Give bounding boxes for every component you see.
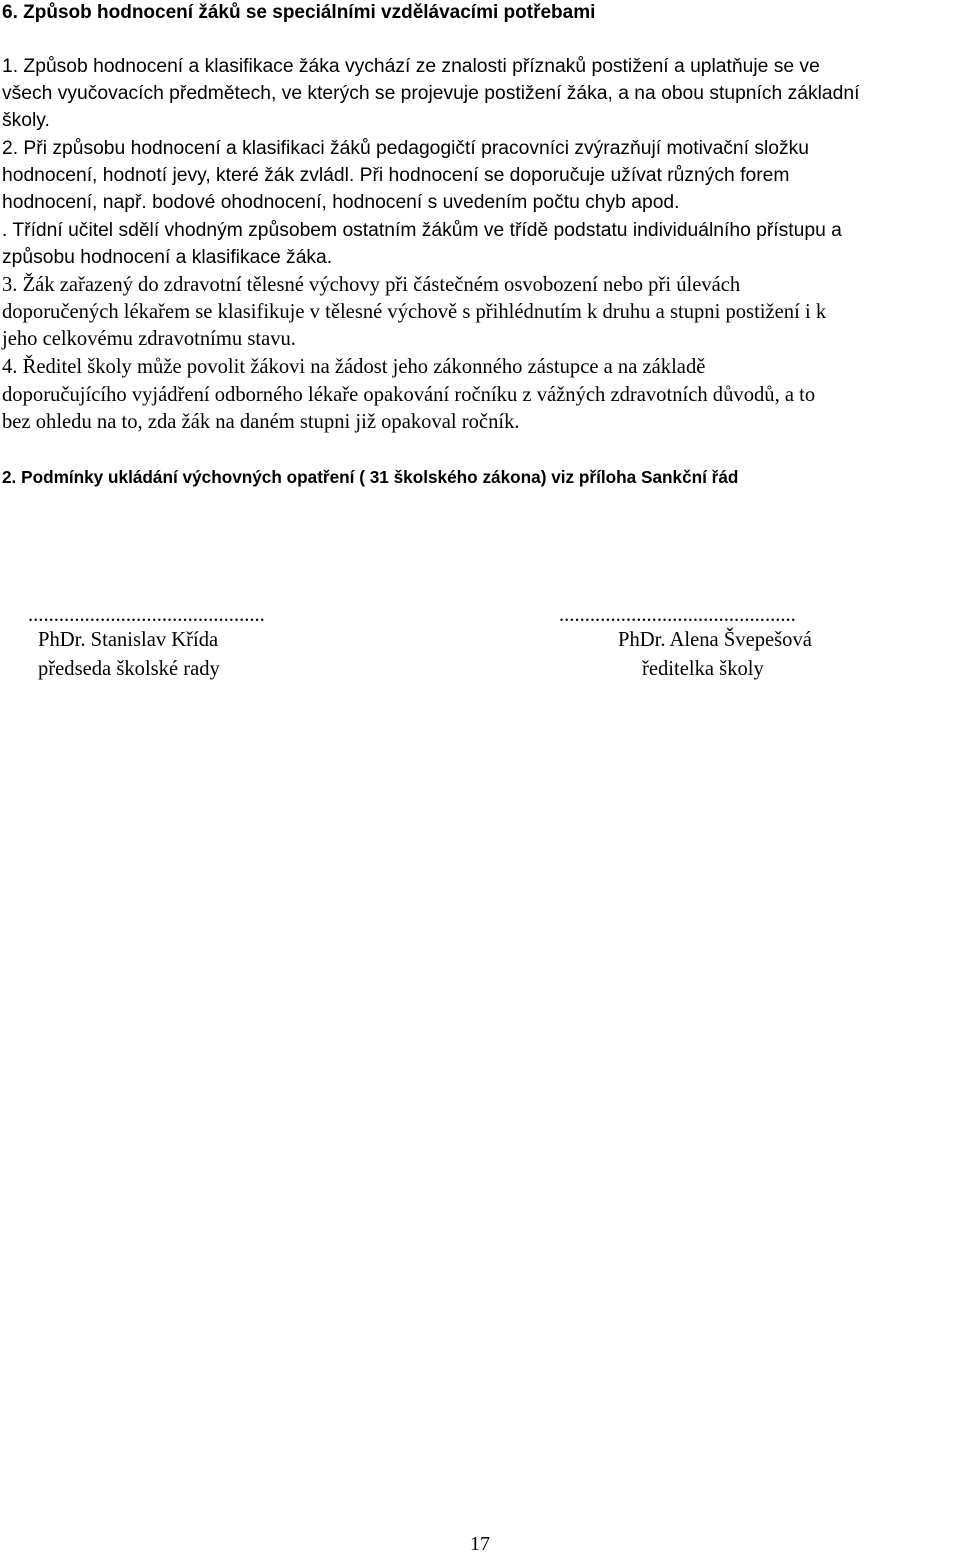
paragraph-line: 4. Ředitel školy může povolit žákovi na žádost jeho zákonného zástupce a na základě	[2, 356, 706, 378]
paragraph-line: . Třídní učitel sdělí vhodným způsobem ostatním žákům ve třídě podstatu individuálního přístupu a	[2, 220, 842, 241]
section-subheading: 2. Podmínky ukládání výchovných opatření ( 31 školského zákona) viz příloha Sankční řád	[2, 467, 739, 487]
paragraph-line: 1. Způsob hodnocení a klasifikace žáka vychází ze znalosti příznaků postižení a uplatňuje se ve	[2, 56, 820, 77]
signature-name-right: PhDr. Alena Švepešová	[618, 629, 812, 651]
paragraph-line: způsobu hodnocení a klasifikace žáka.	[2, 247, 333, 268]
signature-line-left: ..............................................	[28, 604, 265, 626]
signature-role-left: předseda školské rady	[38, 658, 220, 680]
paragraph-line: školy.	[2, 110, 50, 131]
signature-role-right: ředitelka školy	[642, 658, 764, 680]
paragraph-line: hodnocení, hodnotí jevy, které žák zvládl. Při hodnocení se doporučuje užívat různých forem	[2, 165, 790, 186]
page-number: 17	[470, 1533, 490, 1555]
paragraph-line: jeho celkovému zdravotnímu stavu.	[2, 328, 296, 350]
paragraph-line: hodnocení, např. bodové ohodnocení, hodnocení s uvedením počtu chyb apod.	[2, 192, 680, 213]
signature-name-left: PhDr. Stanislav Křída	[38, 629, 219, 651]
paragraph-line: všech vyučovacích předmětech, ve kterých se projevuje postižení žáka, a na obou stupních základní	[2, 83, 860, 104]
section-heading: 6. Způsob hodnocení žáků se speciálními vzdělávacími potřebami	[2, 2, 596, 23]
paragraph-line: doporučujícího vyjádření odborného lékaře opakování ročníku z vážných zdravotních důvodů, a to	[2, 384, 816, 406]
paragraph-line: 2. Při způsobu hodnocení a klasifikaci žáků pedagogičtí pracovníci zvýrazňují motivační složku	[2, 138, 810, 159]
signature-line-right: ..............................................	[559, 604, 796, 626]
paragraph-line: 3. Žák zařazený do zdravotní tělesné výchovy při částečném osvobození nebo při úlevách	[2, 274, 741, 296]
paragraph-line: doporučených lékařem se klasifikuje v tělesné výchově s přihlédnutím k druhu a stupni postižení i k	[2, 301, 827, 323]
paragraph-line: bez ohledu na to, zda žák na daném stupni již opakoval ročník.	[2, 411, 520, 433]
